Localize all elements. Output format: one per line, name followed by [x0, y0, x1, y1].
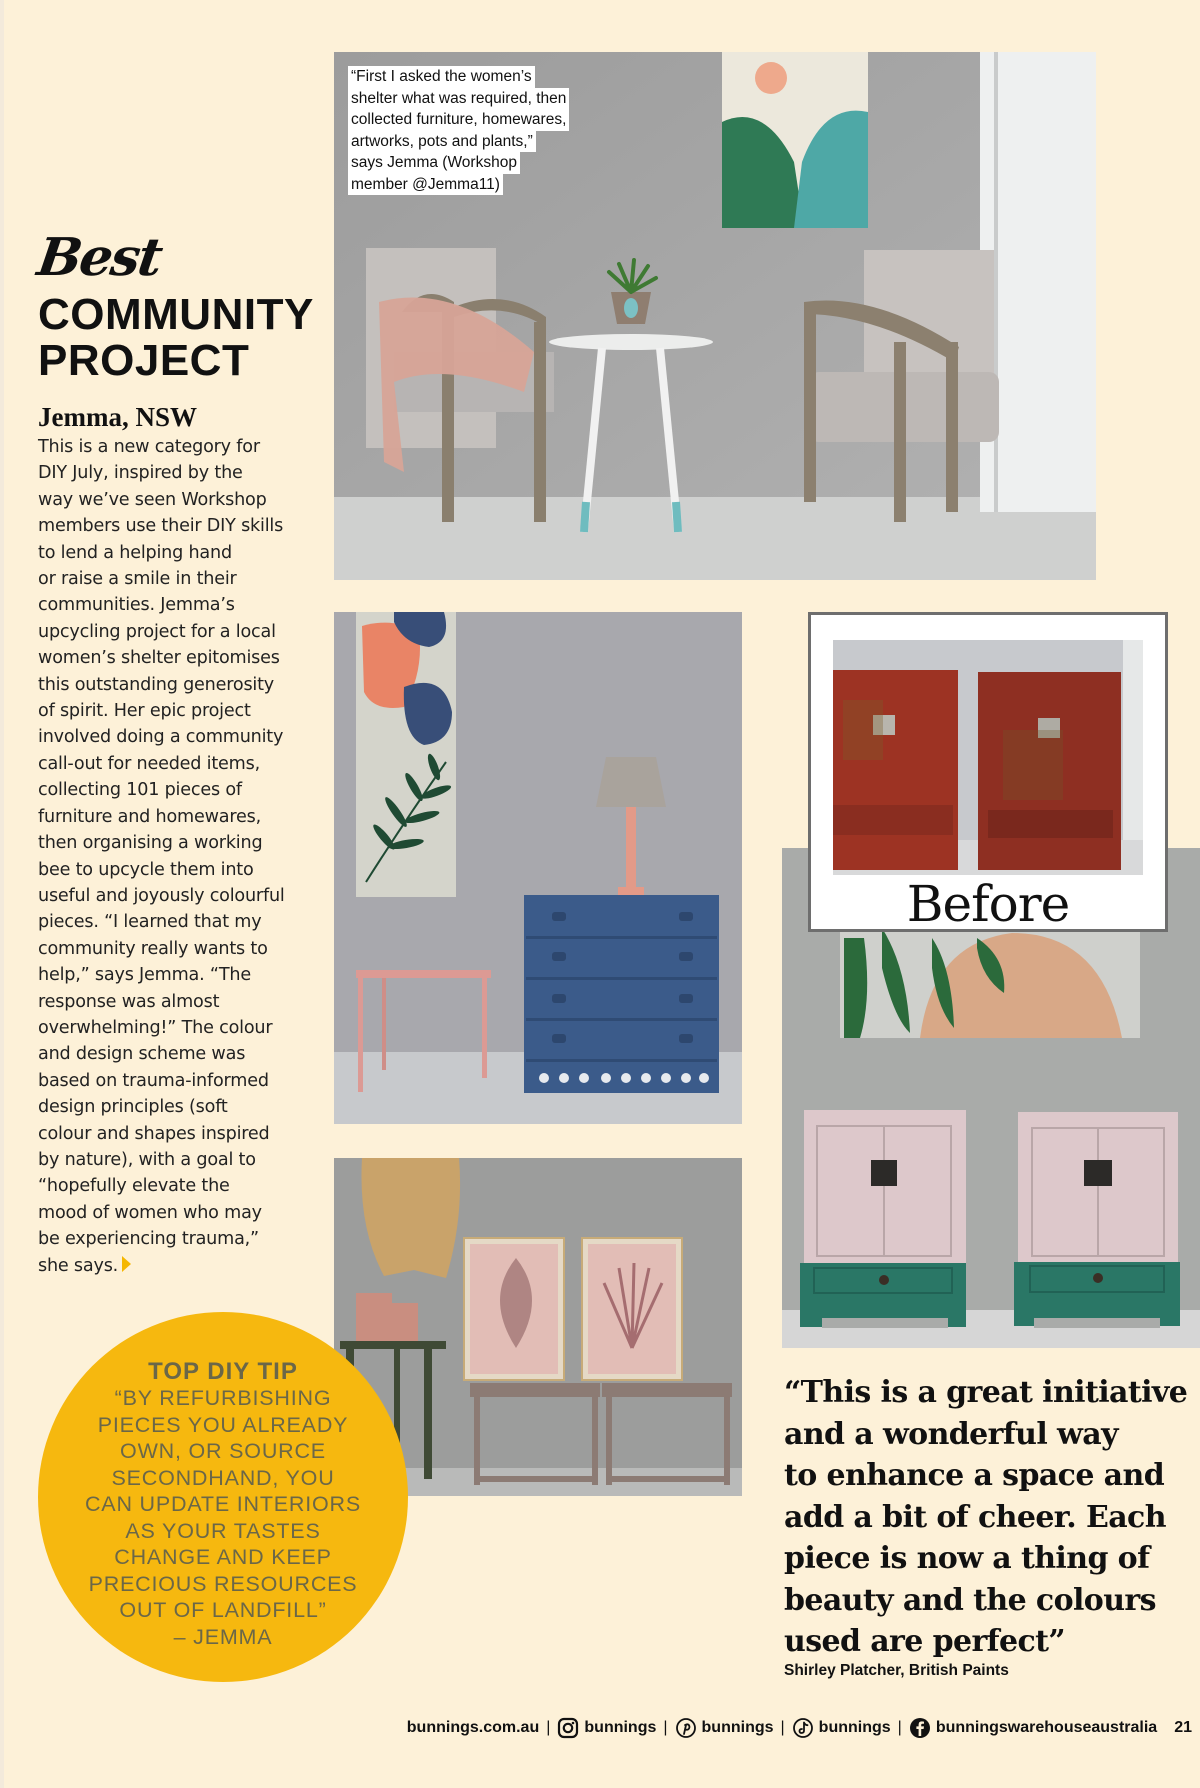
body-line: and design scheme was	[38, 1044, 246, 1065]
caption-line: shelter what was required, then	[348, 88, 569, 110]
body-line: useful and joyously colourful	[38, 885, 285, 906]
page-footer	[407, 1713, 1192, 1743]
body-line-text: she says.	[38, 1255, 119, 1276]
top-diy-tip-callout	[38, 1312, 408, 1682]
page-edge	[0, 0, 4, 1788]
page-title	[38, 292, 314, 384]
tip-line: CHANGE AND KEEP	[114, 1545, 332, 1569]
page-number: 21	[1174, 1719, 1192, 1736]
quote-line: piece is now a thing of	[784, 1541, 1150, 1576]
caption-line: says Jemma (Workshop	[348, 152, 520, 174]
red-cabinets-illustration	[833, 640, 1143, 875]
instagram-handle[interactable]: bunnings	[584, 1719, 657, 1736]
tip-line: PRECIOUS RESOURCES	[88, 1571, 358, 1596]
tip-line: SECONDHAND, YOU	[111, 1465, 335, 1490]
title-line: PROJECT	[38, 336, 250, 385]
caption-line: artworks, pots and plants,”	[348, 131, 536, 153]
tip-line: “BY REFURBISHING	[114, 1386, 332, 1410]
body-line: community really wants to	[38, 938, 268, 959]
body-line: based on trauma-informed	[38, 1070, 269, 1091]
quote-line: to enhance a space and	[784, 1458, 1165, 1493]
body-line: call-out for needed items,	[38, 753, 260, 774]
body-line: upcycling project for a local	[38, 621, 276, 642]
caption-line: member @Jemma11)	[348, 174, 503, 196]
pinterest-icon[interactable]	[675, 1717, 697, 1739]
photo-cabinets-before	[833, 640, 1143, 875]
body-line: way we’ve seen Workshop	[38, 489, 267, 510]
byline: Jemma, NSW	[38, 402, 197, 432]
body-line: “hopefully elevate the	[38, 1176, 230, 1197]
tiktok-icon[interactable]	[792, 1717, 814, 1739]
body-line: by nature), with a goal to	[38, 1149, 256, 1170]
tip-title: TOP DIY TIP	[148, 1358, 298, 1385]
instagram-icon[interactable]	[557, 1717, 579, 1739]
body-line: women’s shelter epitomises	[38, 648, 280, 669]
body-line: mood of women who may	[38, 1202, 262, 1223]
caption-line: collected furniture, homewares,	[348, 109, 569, 131]
tip-line: CAN UPDATE INTERIORS	[84, 1492, 361, 1516]
body-line: this outstanding generosity	[38, 674, 275, 695]
website-link[interactable]: bunnings.com.au	[406, 1719, 540, 1736]
body-line: overwhelming!” The colour	[38, 1017, 273, 1038]
body-line: pieces. “I learned that my	[38, 912, 262, 933]
separator: |	[546, 1719, 551, 1736]
body-line: to lend a helping hand	[38, 542, 232, 563]
end-of-article-icon	[122, 1256, 131, 1272]
body-line: communities. Jemma’s	[38, 595, 235, 616]
separator: |	[780, 1719, 785, 1736]
body-line: or raise a smile in their	[38, 569, 237, 590]
quote-line: “This is a great initiative	[784, 1375, 1188, 1410]
separator: |	[663, 1719, 668, 1736]
title-line: COMMUNITY	[38, 290, 314, 339]
body-line: This is a new category for	[38, 437, 260, 457]
photo-chairs-and-side-table	[334, 52, 1096, 580]
body-line: members use their DIY skills	[38, 516, 284, 537]
quote-line: used are perfect”	[784, 1624, 1066, 1659]
body-line: DIY July, inspired by the	[38, 463, 243, 484]
before-photo-frame	[808, 612, 1168, 932]
caption-line: “First I asked the women’s	[348, 66, 535, 88]
body-line: collecting 101 pieces of	[38, 780, 242, 801]
body-line: bee to upcycle them into	[38, 859, 254, 880]
photo-caption	[348, 66, 569, 195]
body-line: colour and shapes inspired	[38, 1123, 270, 1144]
article-body	[38, 434, 310, 1279]
separator: |	[897, 1719, 902, 1736]
body-line: involved doing a community	[38, 727, 284, 748]
tip-line: PIECES YOU ALREADY	[97, 1412, 349, 1437]
facebook-handle[interactable]: bunningswarehouseaustralia	[935, 1719, 1158, 1736]
pull-quote	[784, 1372, 1194, 1663]
body-line: be experiencing trauma,”	[38, 1229, 259, 1250]
quote-line: and a wonderful way	[784, 1416, 1118, 1452]
tiktok-handle[interactable]: bunnings	[818, 1719, 891, 1736]
facebook-icon[interactable]	[909, 1717, 931, 1739]
heading-script-best: Best	[33, 227, 165, 288]
body-line: design principles (soft	[38, 1097, 228, 1118]
pinterest-handle[interactable]: bunnings	[701, 1719, 774, 1736]
dresser-illustration	[334, 612, 742, 1124]
quote-line: add a bit of cheer. Each	[784, 1499, 1166, 1535]
tip-line: OWN, OR SOURCE	[120, 1439, 326, 1463]
body-line: help,” says Jemma. “The	[38, 965, 251, 986]
photo-blue-dresser	[334, 612, 742, 1124]
tip-line: AS YOUR TASTES	[125, 1518, 321, 1543]
tip-line: OUT OF LANDFILL”	[119, 1598, 327, 1622]
body-line: response was almost	[38, 991, 220, 1012]
quote-attribution: Shirley Platcher, British Paints	[784, 1662, 1009, 1679]
quote-line: beauty and the colours	[784, 1582, 1156, 1618]
before-label: Before	[906, 875, 1070, 933]
body-line: furniture and homewares,	[38, 806, 261, 827]
body-line-last	[38, 1253, 310, 1279]
body-line: then organising a working	[38, 833, 263, 854]
tip-attribution: – JEMMA	[173, 1624, 273, 1649]
body-line: of spirit. Her epic project	[38, 701, 251, 722]
